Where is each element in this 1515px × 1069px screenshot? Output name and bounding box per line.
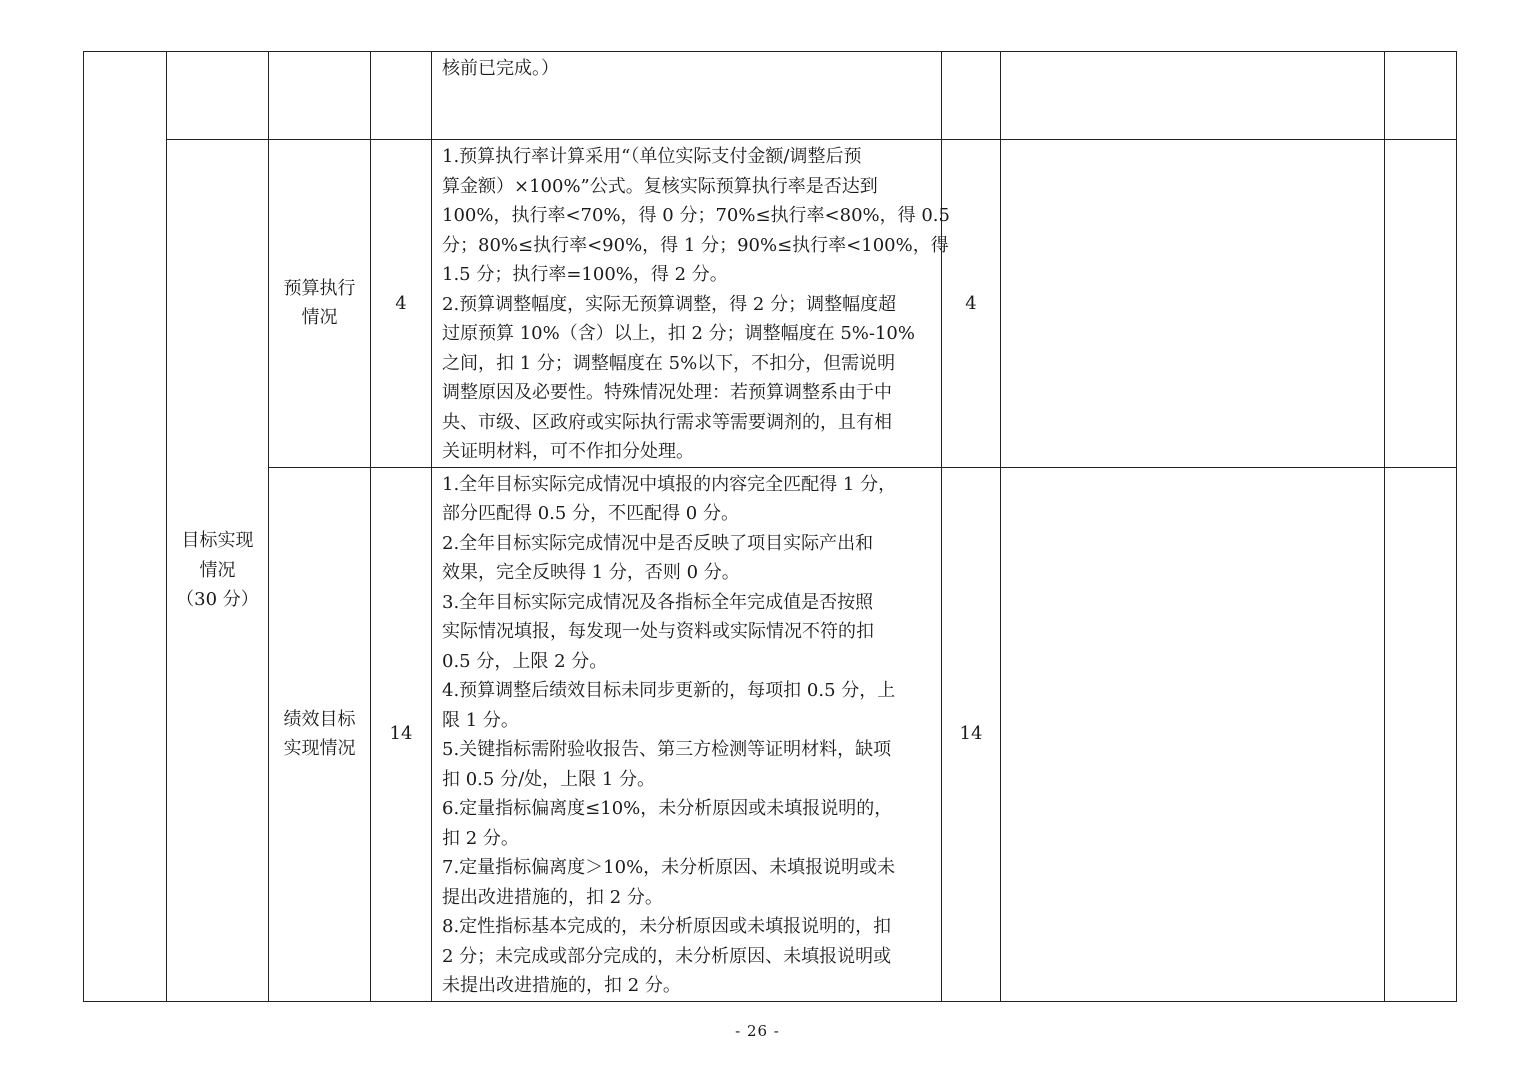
criteria-line: 实际情况填报，每发现一处与资料或实际情况不符的扣 [442,621,874,642]
indicator-label: 实现情况 [283,738,356,759]
criteria-line: 央、市级、区政府或实际执行需求等需要调剂的，且有相 [442,411,892,433]
table-row-budget [84,140,1457,468]
criteria-line: 3.全年目标实际完成情况及各指标全年完成值是否按照 [442,591,874,613]
dimension-cell-empty [167,52,269,140]
criteria-cell-continuation [432,52,942,140]
dimension-label: 情况 [199,559,236,581]
table-row-performance [84,467,1457,1001]
criteria-line: 2.预算调整幅度，实际无预算调整，得 2 分；调整幅度超 [442,293,897,315]
issue-cell-budget [1001,140,1385,468]
criteria-line: 8.定性指标基本完成的，未分析原因或未填报说明的，扣 [442,916,892,937]
indicator-label: 绩效目标 [283,708,356,730]
criteria-line: 1.5 分；执行率=100%，得 2 分。 [442,264,728,285]
issue-cell-empty [1001,52,1385,140]
dimension-label: 目标实现 [181,530,254,551]
criteria-line: 提出改进措施的，扣 2 分。 [442,886,663,908]
indicator-cell-budget [269,140,371,468]
scoring-table [83,51,1457,1002]
remark-cell-performance [1385,467,1457,1001]
page-number: - 26 - [735,1022,780,1040]
category-cell [84,52,167,1002]
criteria-line: 过原预算 10%（含）以上，扣 2 分；调整幅度在 5%-10% [442,323,915,344]
remark-cell-empty [1385,52,1457,140]
criteria-line: 限 1 分。 [442,709,519,731]
criteria-line: 分；80%≤执行率<90%，得 1 分；90%≤执行率<100%，得 [442,234,949,256]
criteria-line: 1.预算执行率计算采用“（单位实际支付金额/调整后预 [442,146,862,167]
criteria-line: 调整原因及必要性。特殊情况处理：若预算调整系由于中 [442,382,892,403]
criteria-line: 核前已完成。） [442,58,559,79]
table-row-continuation [84,52,1457,140]
criteria-line: 7.定量指标偏离度＞10%，未分析原因、未填报说明或未 [442,857,896,878]
criteria-line: 100%，执行率<70%，得 0 分；70%≤执行率<80%，得 0.5 [442,205,950,226]
criteria-line: 0.5 分，上限 2 分。 [442,650,608,672]
dimension-cell [167,140,269,1002]
score-cell-empty [942,52,1001,140]
criteria-line: 未提出改进措施的，扣 2 分。 [442,975,681,996]
criteria-line: 效果，完全反映得 1 分，否则 0 分。 [442,562,740,583]
criteria-line: 算金额）×100%”公式。复核实际预算执行率是否达到 [442,175,878,197]
score-cell-budget: 4 [942,140,1001,468]
criteria-line: 2 分；未完成或部分完成的，未分析原因、未填报说明或 [442,945,892,967]
criteria-line: 之间，扣 1 分；调整幅度在 5%以下，不扣分，但需说明 [442,352,896,374]
criteria-line: 关证明材料，可不作扣分处理。 [442,441,694,462]
weight-cell-performance: 14 [371,467,432,1001]
score-cell-performance: 14 [942,467,1001,1001]
criteria-cell-budget [432,140,950,468]
weight-cell-budget: 4 [371,140,432,468]
criteria-line: 5.关键指标需附验收报告、第三方检测等证明材料，缺项 [442,739,892,760]
criteria-line: 扣 2 分。 [442,827,519,849]
criteria-line: 4.预算调整后绩效目标未同步更新的，每项扣 0.5 分，上 [442,680,896,701]
criteria-line: 部分匹配得 0.5 分，不匹配得 0 分。 [442,503,739,524]
indicator-cell-performance [269,467,371,1001]
criteria-line: 6.定量指标偏离度≤10%，未分析原因或未填报说明的， [442,798,893,819]
criteria-cell-performance [432,467,942,1001]
remark-cell-budget [1385,140,1457,468]
criteria-line: 1.全年目标实际完成情况中填报的内容完全匹配得 1 分， [442,473,897,495]
indicator-cell-empty [269,52,371,140]
issue-cell-performance [1001,467,1385,1001]
indicator-label: 预算执行 [283,277,356,299]
criteria-line: 扣 0.5 分/处，上限 1 分。 [442,768,656,790]
criteria-line: 2.全年目标实际完成情况中是否反映了项目实际产出和 [442,532,874,554]
indicator-label: 情况 [301,307,338,329]
dimension-points: （30 分） [176,589,259,610]
weight-cell-empty [371,52,432,140]
